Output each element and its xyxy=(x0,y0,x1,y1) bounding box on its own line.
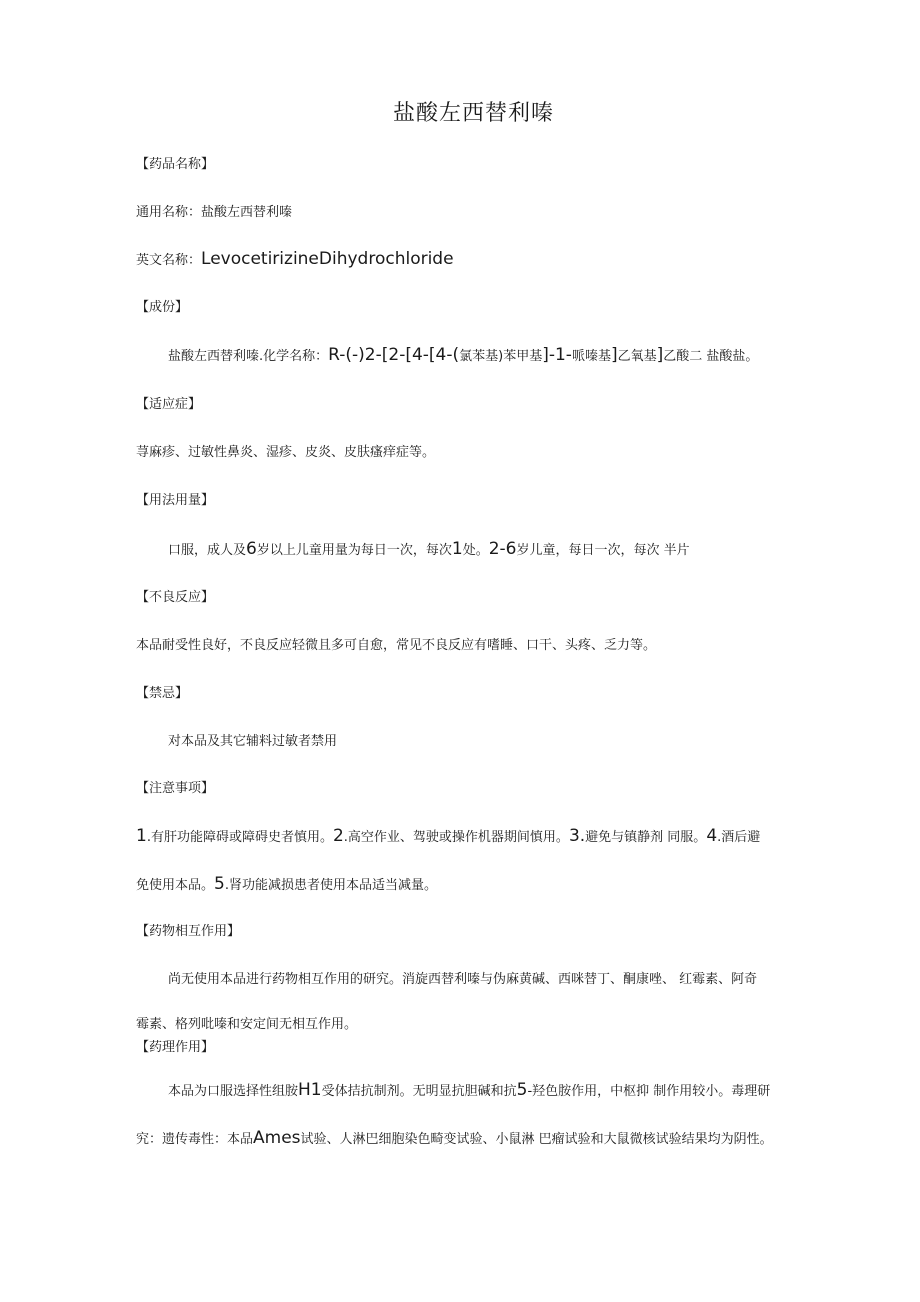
indications-text: 荨麻疹、过敏性鼻炎、湿疹、皮炎、皮肤瘙痒症等。 xyxy=(136,445,436,460)
english-name-label: 英文名称： xyxy=(136,253,202,268)
contraindications-text: 对本品及其它辅料过敏者禁用 xyxy=(168,734,338,749)
ingredients-text-a: 盐酸左西替利嗪.化学名称： xyxy=(168,349,329,364)
pharmacology-n3: Ames xyxy=(253,1128,301,1148)
dosage-n1: 6 xyxy=(246,539,257,559)
formula-part-3: ]-1- xyxy=(542,345,572,365)
heading-ingredients: 【成份】 xyxy=(136,300,189,315)
ingredients-text xyxy=(168,347,758,364)
generic-name-label: 通用名称： xyxy=(136,205,202,220)
pharmacology-t1: 本品为口服选择性组胺 xyxy=(168,1084,299,1099)
adverse-text: 本品耐受性良好，不良反应轻微且多可自愈，常见不良反应有嗜睡、口干、头疼、乏力等。 xyxy=(136,638,657,653)
pharmacology-t2: 受体拮抗制剂。无明显抗胆碱和抗 xyxy=(321,1084,517,1099)
precaution-t1: .有肝功能障碍或障碍史者慎用。 xyxy=(146,830,333,845)
precaution-n2: 2 xyxy=(332,826,344,846)
dosage-t2: 岁以上儿童用量为每日一次，每次 xyxy=(256,543,452,558)
formula-part-1: R-(-)2-[2-[4-[4-( xyxy=(328,345,460,365)
generic-name-value: 盐酸左西替利嗪 xyxy=(201,205,293,220)
heading-indications: 【适应症】 xyxy=(136,397,202,412)
dosage-n3: 2-6 xyxy=(488,539,517,559)
dosage-text xyxy=(168,541,690,558)
pharmacology-line-1 xyxy=(168,1082,770,1099)
formula-part-5: ] xyxy=(610,345,618,365)
precaution-n1: 1 xyxy=(136,826,147,846)
precaution-n4: 4 xyxy=(706,826,718,846)
precaution-t6: .肾功能减损患者使用本品适当减量。 xyxy=(224,878,437,893)
english-name-line xyxy=(136,251,454,268)
precaution-t2: .高空作业、驾驶或操作机器期间慎用。 xyxy=(343,830,569,845)
interactions-line-1: 尚无使用本品进行药物相互作用的研究。消旋西替利嗪与伪麻黄碱、西咪替丁、酮康唑、 红霉素、阿奇 xyxy=(168,972,758,987)
precautions-line-1 xyxy=(136,828,760,845)
dosage-n2: 1 xyxy=(451,539,463,559)
pharmacology-t3: -羟色胺作用，中枢抑 制作用较小。毒理研 xyxy=(527,1084,771,1099)
interactions-line-2: 霉素、格列吡嗪和安定间无相互作用。 xyxy=(136,1017,358,1032)
pharmacology-t4: 究：遗传毒性：本品 xyxy=(136,1132,254,1147)
heading-pharmacology: 【药理作用】 xyxy=(136,1040,215,1055)
formula-part-7: ] xyxy=(656,345,664,365)
formula-part-4: 哌嗪基 xyxy=(571,349,611,364)
document-title: 盐酸左西替利嗪 xyxy=(393,101,555,126)
precaution-n5: 5 xyxy=(214,874,225,894)
heading-drug-name: 【药品名称】 xyxy=(136,157,215,172)
precaution-n3: 3. xyxy=(568,826,586,846)
heading-interactions: 【药物相互作用】 xyxy=(136,924,241,939)
precaution-t4: .酒后避 xyxy=(717,830,761,845)
pharmacology-n2: 5 xyxy=(516,1080,528,1100)
dosage-t1: 口服，成人及 xyxy=(168,543,247,558)
pharmacology-line-2 xyxy=(136,1130,773,1147)
dosage-t3: 处。 xyxy=(462,543,489,558)
precautions-line-2 xyxy=(136,876,437,893)
heading-adverse: 【不良反应】 xyxy=(136,590,215,605)
heading-contraindications: 【禁忌】 xyxy=(136,686,189,701)
generic-name-line xyxy=(136,206,292,219)
english-name-value: LevocetirizineDihydrochloride xyxy=(201,249,454,269)
ingredients-text-b: 乙酸二 盐酸盐。 xyxy=(663,349,759,364)
heading-precautions: 【注意事项】 xyxy=(136,781,215,796)
precaution-t5: 免使用本品。 xyxy=(136,878,215,893)
pharmacology-t5: 试验、人淋巴细胞染色畸变试验、小鼠淋 巴瘤试验和大鼠微核试验结果均为阴性。 xyxy=(300,1132,773,1147)
formula-part-2: 氯苯基)苯甲基 xyxy=(459,349,543,364)
formula-part-6: 乙氧基 xyxy=(617,349,657,364)
precaution-t3: 避免与镇静剂 同服。 xyxy=(585,830,707,845)
heading-dosage: 【用法用量】 xyxy=(136,493,215,508)
pharmacology-n1: H1 xyxy=(298,1080,322,1100)
dosage-t4: 岁儿童，每日一次，每次 半片 xyxy=(516,543,690,558)
